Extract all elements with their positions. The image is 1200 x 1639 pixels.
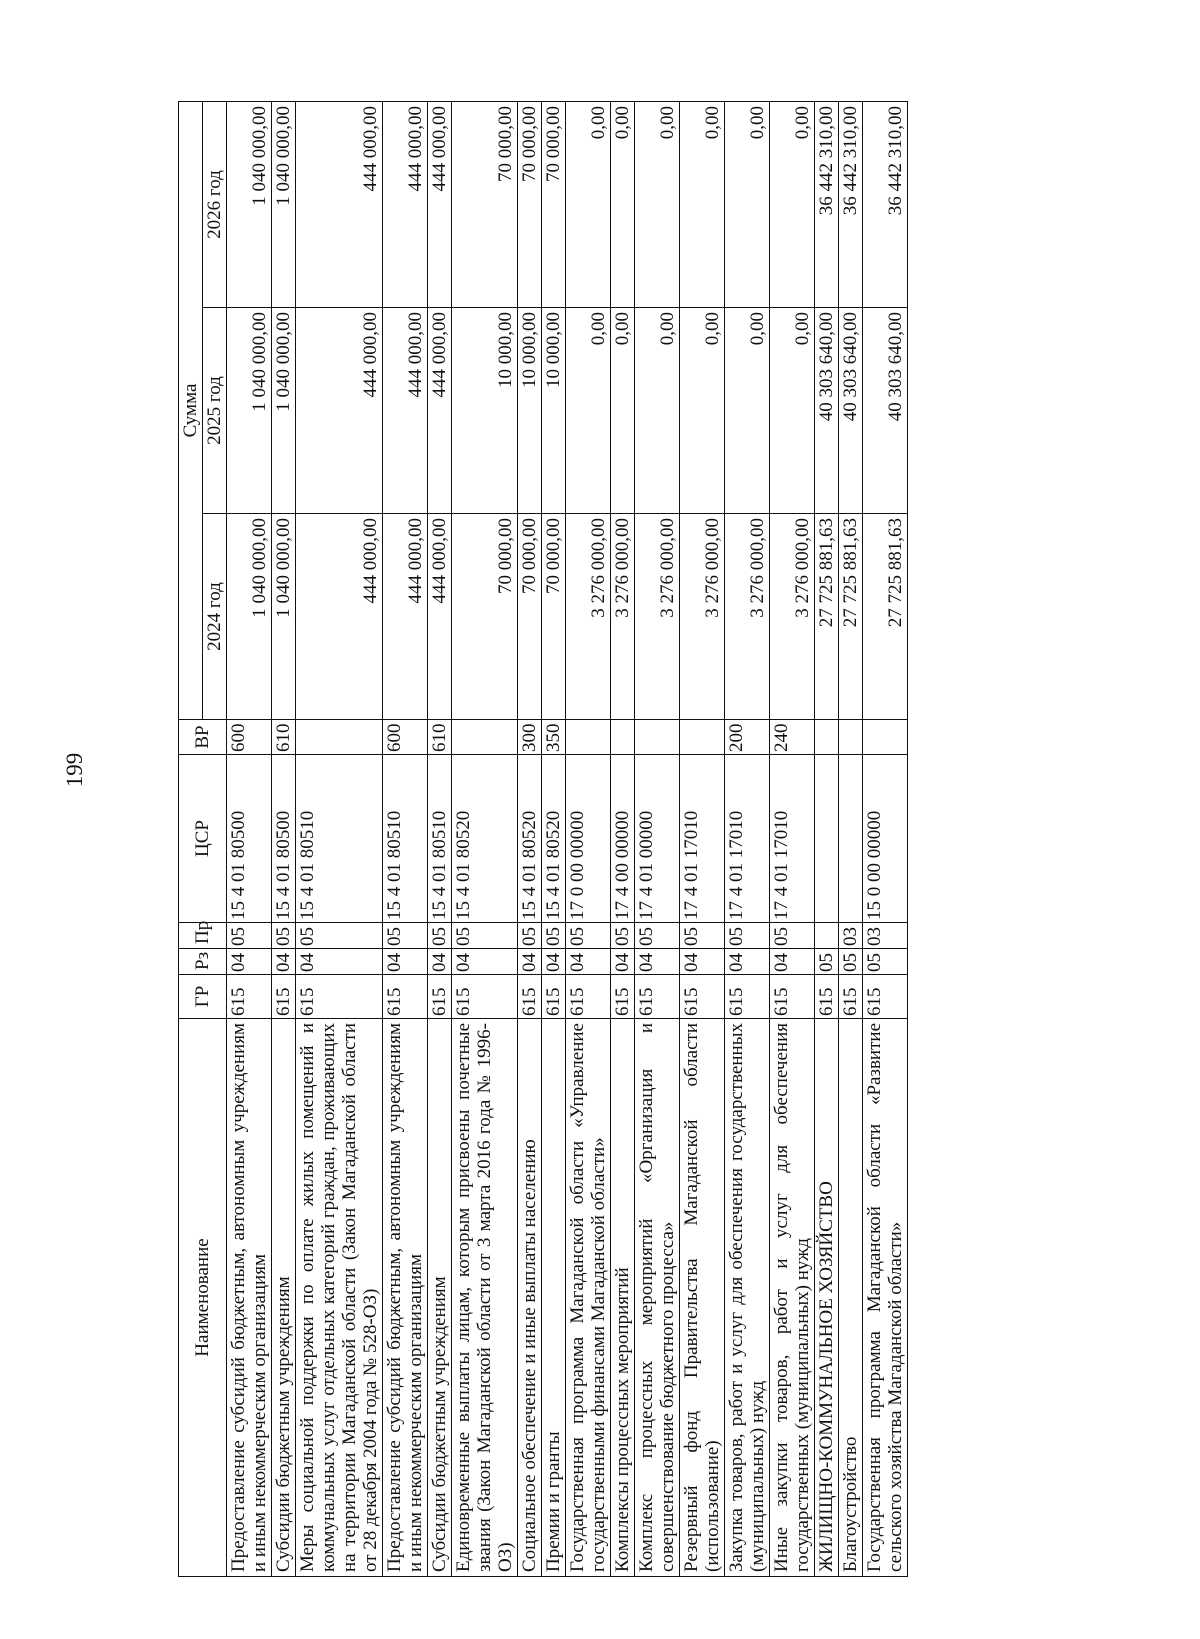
row-2024: 70 000,00	[542, 514, 566, 720]
row-name: Государственная программа Магаданской области «Развитие сельского хозяйства Магаданской области»	[863, 1019, 908, 1577]
row-vr	[566, 720, 611, 755]
row-name: Премии и гранты	[542, 1019, 566, 1577]
row-gr: 615	[863, 975, 908, 1019]
row-2024: 444 000,00	[428, 514, 452, 720]
row-2026: 0,00	[635, 102, 680, 308]
row-2024: 3 276 000,00	[635, 514, 680, 720]
row-2024: 1 040 000,00	[272, 514, 296, 720]
table-body	[227, 102, 908, 1577]
row-gr: 615	[725, 975, 770, 1019]
row-2026: 0,00	[680, 102, 725, 308]
row-2025: 40 303 640,00	[815, 308, 839, 514]
row-csr: 15 4 01 80500	[227, 755, 272, 923]
row-csr: 15 4 01 80510	[296, 755, 383, 923]
row-2026: 1 040 000,00	[227, 102, 272, 308]
row-name: Субсидии бюджетным учреждениям	[272, 1019, 296, 1577]
row-rz: 04	[611, 949, 635, 975]
row-vr	[815, 720, 839, 755]
table-row	[815, 102, 839, 1577]
row-rz: 04	[518, 949, 542, 975]
row-2025: 444 000,00	[428, 308, 452, 514]
row-2026: 1 040 000,00	[272, 102, 296, 308]
row-vr: 200	[725, 720, 770, 755]
row-vr: 600	[383, 720, 428, 755]
row-rz: 04	[428, 949, 452, 975]
row-2026: 70 000,00	[452, 102, 518, 308]
table-row	[296, 102, 383, 1577]
row-2026: 0,00	[770, 102, 815, 308]
row-name: Субсидии бюджетным учреждениям	[428, 1019, 452, 1577]
row-name: Резервный фонд Правительства Магаданской области (использование)	[680, 1019, 725, 1577]
row-2026: 70 000,00	[518, 102, 542, 308]
header-sum: Сумма	[179, 102, 203, 720]
table-row	[542, 102, 566, 1577]
row-name: Предоставление субсидий бюджетным, автономным учреждениям и иным некоммерческим организациям	[227, 1019, 272, 1577]
row-gr: 615	[272, 975, 296, 1019]
row-rz: 04	[680, 949, 725, 975]
row-2026: 0,00	[611, 102, 635, 308]
table-row	[272, 102, 296, 1577]
table-row	[227, 102, 272, 1577]
header-rz: Рз	[179, 949, 227, 975]
row-2024: 27 725 881,63	[839, 514, 863, 720]
row-name: Государственная программа Магаданской области «Управление государственными финансами Магаданской области»	[566, 1019, 611, 1577]
row-2025: 0,00	[770, 308, 815, 514]
row-rz: 04	[770, 949, 815, 975]
table-row	[635, 102, 680, 1577]
table-row	[863, 102, 908, 1577]
row-pr: 05	[227, 923, 272, 949]
row-gr: 615	[428, 975, 452, 1019]
row-2024: 70 000,00	[452, 514, 518, 720]
row-2025: 1 040 000,00	[227, 308, 272, 514]
row-vr: 350	[542, 720, 566, 755]
row-vr	[296, 720, 383, 755]
budget-table	[178, 101, 908, 1577]
row-2025: 0,00	[725, 308, 770, 514]
row-2025: 40 303 640,00	[839, 308, 863, 514]
row-name: Закупка товаров, работ и услуг для обеспечения государственных (муниципальных) нужд	[725, 1019, 770, 1577]
row-2024: 3 276 000,00	[566, 514, 611, 720]
row-name: Меры социальной поддержки по оплате жилых помещений и коммунальных услуг отдельных категорий граждан, проживающих на территории Магаданской области (Закон Магаданской области от 28 декабря 2004 года № 528-ОЗ)	[296, 1019, 383, 1577]
row-gr: 615	[383, 975, 428, 1019]
row-name: ЖИЛИЩНО-КОММУНАЛЬНОЕ ХОЗЯЙСТВО	[815, 1019, 839, 1577]
header-pr: Пр	[179, 923, 227, 949]
row-2024: 444 000,00	[296, 514, 383, 720]
row-rz: 04	[272, 949, 296, 975]
row-pr: 05	[518, 923, 542, 949]
row-2025: 444 000,00	[296, 308, 383, 514]
header-2026: 2026 год	[203, 102, 227, 308]
header-2025: 2025 год	[203, 308, 227, 514]
row-rz: 04	[725, 949, 770, 975]
row-vr	[680, 720, 725, 755]
row-2025: 0,00	[680, 308, 725, 514]
row-rz: 04	[452, 949, 518, 975]
row-2025: 0,00	[635, 308, 680, 514]
row-2024: 1 040 000,00	[227, 514, 272, 720]
row-2026: 444 000,00	[428, 102, 452, 308]
row-gr: 615	[770, 975, 815, 1019]
row-2024: 3 276 000,00	[680, 514, 725, 720]
row-2026: 444 000,00	[296, 102, 383, 308]
row-rz: 04	[635, 949, 680, 975]
row-pr: 05	[272, 923, 296, 949]
row-csr: 15 4 01 80520	[518, 755, 542, 923]
row-gr: 615	[839, 975, 863, 1019]
row-2026: 70 000,00	[542, 102, 566, 308]
row-pr: 05	[770, 923, 815, 949]
row-rz: 04	[296, 949, 383, 975]
row-name: Предоставление субсидий бюджетным, автономным учреждениям и иным некоммерческим организациям	[383, 1019, 428, 1577]
table-row	[611, 102, 635, 1577]
row-2024: 3 276 000,00	[770, 514, 815, 720]
table-row	[428, 102, 452, 1577]
row-csr: 15 4 01 80520	[542, 755, 566, 923]
table-row	[383, 102, 428, 1577]
table-row	[680, 102, 725, 1577]
row-name: Единовременные выплаты лицам, которым присвоены почетные звания (Закон Магаданской области от 3 марта 2016 года № 1996-ОЗ)	[452, 1019, 518, 1577]
row-pr: 05	[635, 923, 680, 949]
header-gr: ГР	[179, 975, 227, 1019]
row-2025: 444 000,00	[383, 308, 428, 514]
table-row	[566, 102, 611, 1577]
row-2026: 444 000,00	[383, 102, 428, 308]
page-number: 199	[62, 752, 87, 788]
row-pr: 03	[839, 923, 863, 949]
row-gr: 615	[566, 975, 611, 1019]
row-pr: 05	[611, 923, 635, 949]
row-2025: 0,00	[566, 308, 611, 514]
table-row	[770, 102, 815, 1577]
row-vr: 600	[227, 720, 272, 755]
table-row	[725, 102, 770, 1577]
row-csr	[839, 755, 863, 923]
row-csr: 15 0 00 00000	[863, 755, 908, 923]
row-gr: 615	[815, 975, 839, 1019]
row-rz: 05	[815, 949, 839, 975]
row-gr: 615	[635, 975, 680, 1019]
header-2024: 2024 год	[203, 514, 227, 720]
row-vr	[611, 720, 635, 755]
row-vr	[863, 720, 908, 755]
row-csr: 15 4 01 80500	[272, 755, 296, 923]
row-2024: 444 000,00	[383, 514, 428, 720]
row-rz: 05	[839, 949, 863, 975]
row-pr	[815, 923, 839, 949]
row-pr: 05	[383, 923, 428, 949]
row-csr: 15 4 01 80520	[452, 755, 518, 923]
table-row	[452, 102, 518, 1577]
row-2024: 27 725 881,63	[863, 514, 908, 720]
row-2025: 0,00	[611, 308, 635, 514]
row-2024: 70 000,00	[518, 514, 542, 720]
row-csr: 15 4 01 80510	[383, 755, 428, 923]
row-csr	[815, 755, 839, 923]
row-gr: 615	[227, 975, 272, 1019]
row-gr: 615	[680, 975, 725, 1019]
row-vr: 610	[272, 720, 296, 755]
row-rz: 04	[542, 949, 566, 975]
row-gr: 615	[518, 975, 542, 1019]
row-2024: 27 725 881,63	[815, 514, 839, 720]
row-csr: 17 0 00 00000	[566, 755, 611, 923]
row-2024: 3 276 000,00	[725, 514, 770, 720]
row-2026: 0,00	[725, 102, 770, 308]
row-csr: 15 4 01 80510	[428, 755, 452, 923]
row-name: Комплексы процессных мероприятий	[611, 1019, 635, 1577]
row-pr: 05	[725, 923, 770, 949]
row-name: Иные закупки товаров, работ и услуг для обеспечения государственных (муниципальных) нужд	[770, 1019, 815, 1577]
row-2025: 1 040 000,00	[272, 308, 296, 514]
row-vr	[635, 720, 680, 755]
row-vr: 300	[518, 720, 542, 755]
row-2024: 3 276 000,00	[611, 514, 635, 720]
row-name: Благоустройство	[839, 1019, 863, 1577]
row-csr: 17 4 01 17010	[770, 755, 815, 923]
header-name: Наименование	[179, 1019, 227, 1577]
row-vr: 240	[770, 720, 815, 755]
row-csr: 17 4 01 00000	[635, 755, 680, 923]
row-pr: 05	[296, 923, 383, 949]
header-vr: ВР	[179, 720, 227, 755]
row-csr: 17 4 01 17010	[725, 755, 770, 923]
row-rz: 04	[383, 949, 428, 975]
row-pr: 05	[428, 923, 452, 949]
row-csr: 17 4 01 17010	[680, 755, 725, 923]
row-name: Социальное обеспечение и иные выплаты населению	[518, 1019, 542, 1577]
row-pr: 05	[542, 923, 566, 949]
row-pr: 05	[452, 923, 518, 949]
budget-table-sheet	[178, 102, 1078, 1577]
row-pr: 03	[863, 923, 908, 949]
row-2025: 40 303 640,00	[863, 308, 908, 514]
row-rz: 05	[863, 949, 908, 975]
table-row	[839, 102, 863, 1577]
row-csr: 17 4 00 00000	[611, 755, 635, 923]
row-2026: 36 442 310,00	[815, 102, 839, 308]
row-rz: 04	[227, 949, 272, 975]
row-vr	[839, 720, 863, 755]
row-gr: 615	[611, 975, 635, 1019]
row-2025: 10 000,00	[542, 308, 566, 514]
row-vr: 610	[428, 720, 452, 755]
row-name: Комплекс процессных мероприятий «Организация и совершенствование бюджетного процесса»	[635, 1019, 680, 1577]
header-csr: ЦСР	[179, 755, 227, 923]
row-gr: 615	[542, 975, 566, 1019]
row-gr: 615	[452, 975, 518, 1019]
row-pr: 05	[566, 923, 611, 949]
row-2026: 0,00	[566, 102, 611, 308]
row-rz: 04	[566, 949, 611, 975]
row-gr: 615	[296, 975, 383, 1019]
table-row	[518, 102, 542, 1577]
row-vr	[452, 720, 518, 755]
row-pr: 05	[680, 923, 725, 949]
row-2025: 10 000,00	[452, 308, 518, 514]
row-2026: 36 442 310,00	[839, 102, 863, 308]
row-2026: 36 442 310,00	[863, 102, 908, 308]
row-2025: 10 000,00	[518, 308, 542, 514]
